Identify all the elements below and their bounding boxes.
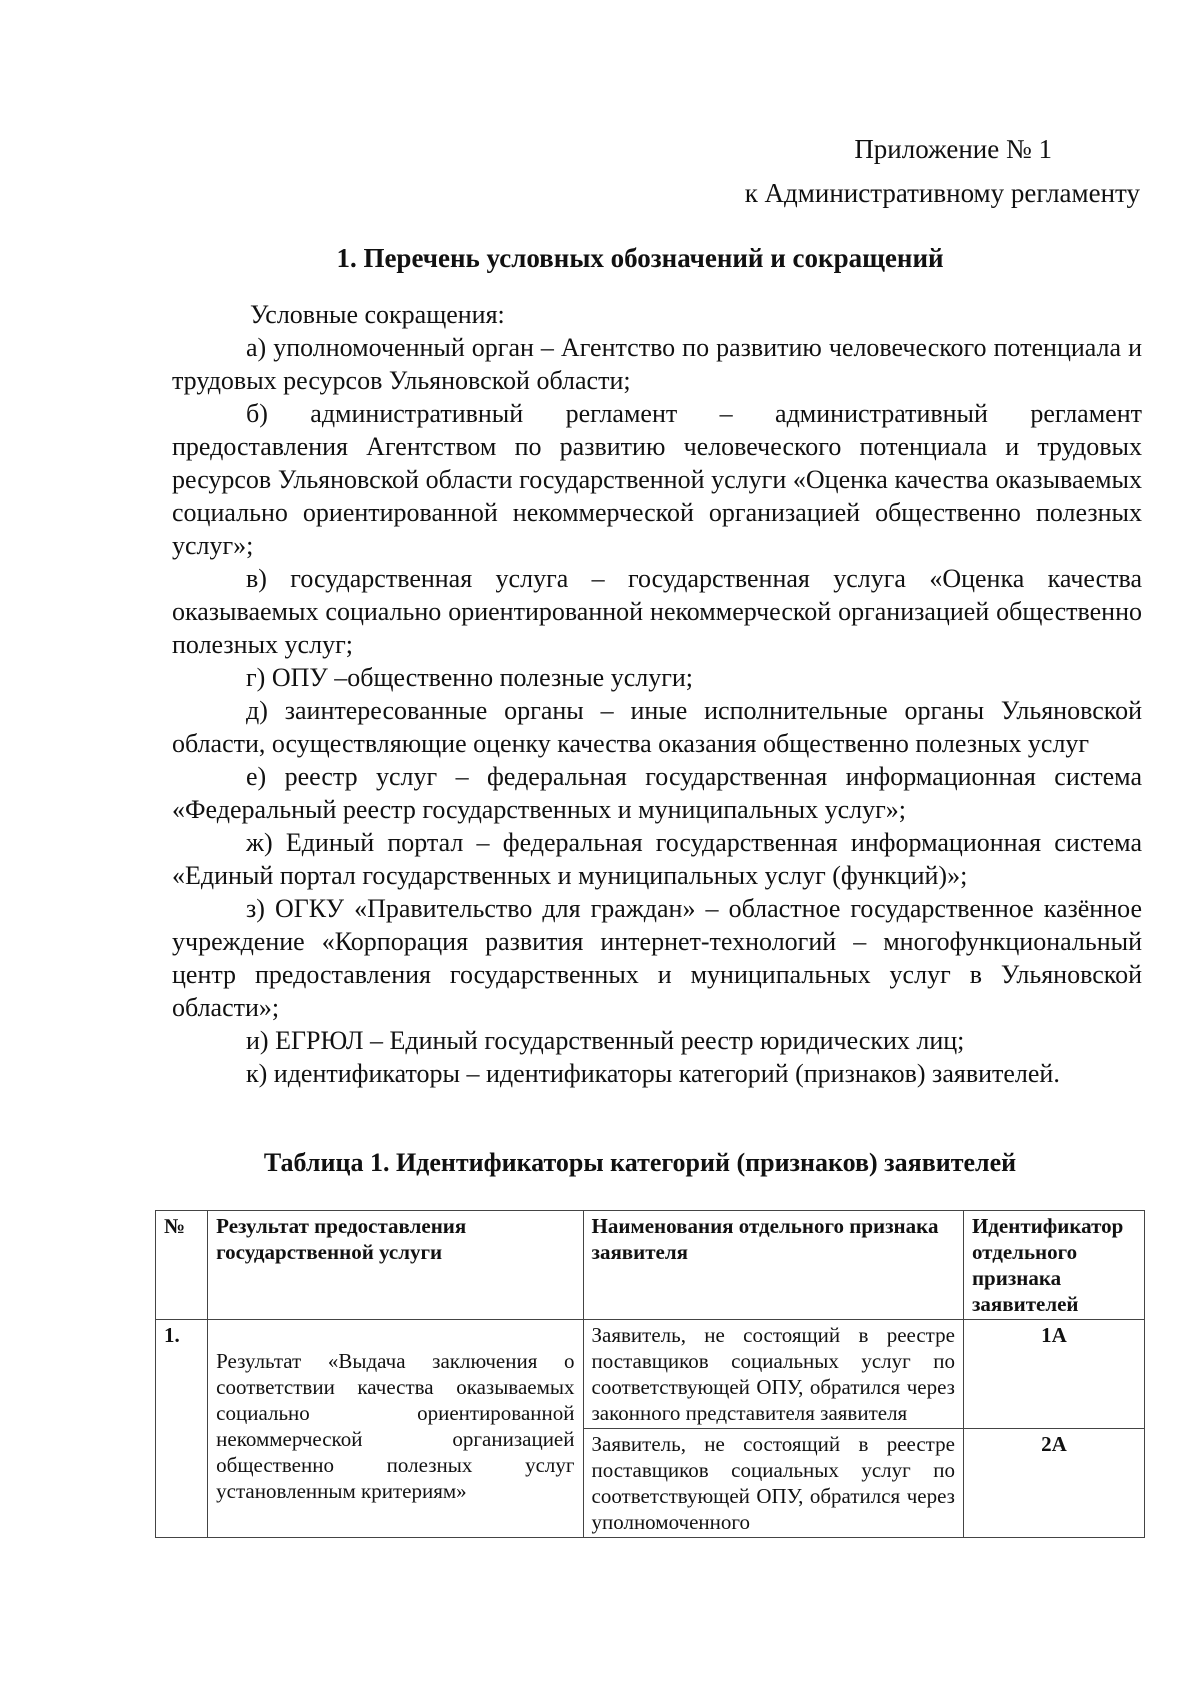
abbreviation-item: е) реестр услуг – федеральная государственная информационная система «Федеральный реестр государственных и муниципальных услуг»; [172, 762, 1142, 824]
abbreviation-item: в) государственная услуга – государственная услуга «Оценка качества оказываемых социально ориентированной некоммерческой организацией общественно полезных услуг; [172, 564, 1142, 659]
abbreviations-intro: Условные сокращения: [250, 300, 505, 329]
section-title: 1. Перечень условных обозначений и сокращений [336, 243, 944, 273]
appendix-reference: к Административному регламенту [744, 178, 1140, 208]
row-number: 1. [156, 1320, 208, 1538]
abbreviations-list [172, 298, 1142, 1090]
result-cell [208, 1320, 583, 1538]
abbreviation-item: г) ОПУ –общественно полезные услуги; [246, 663, 694, 692]
abbreviation-item: д) заинтересованные органы – иные исполнительные органы Ульяновской области, осуществляющие оценку качества оказания общественно полезных услуг [172, 696, 1142, 758]
identifiers-table [155, 1210, 1145, 1538]
abbreviation-item: ж) Единый портал – федеральная государственная информационная система «Единый портал государственных и муниципальных услуг (функций)»; [172, 828, 1142, 890]
attribute-name-cell: Заявитель, не состоящий в реестре поставщиков социальных услуг по соответствующей ОПУ, обратился через уполномоченного [583, 1429, 963, 1538]
identifier-cell: 2А [963, 1429, 1144, 1538]
table-header-row [156, 1211, 1145, 1320]
abbreviation-item: и) ЕГРЮЛ – Единый государственный реестр юридических лиц; [246, 1026, 965, 1055]
abbreviation-item: а) уполномоченный орган – Агентство по развитию человеческого потенциала и трудовых ресурсов Ульяновской области; [172, 333, 1142, 395]
result-text: Результат «Выдача заключения о соответствии качества оказываемых социально ориентированной некоммерческой организацией общественно полезных услуг установленным критериям» [216, 1349, 575, 1503]
appendix-number: Приложение № 1 [854, 134, 1052, 164]
abbreviation-item: к) идентификаторы – идентификаторы категорий (признаков) заявителей. [246, 1059, 1060, 1088]
header-number: № [156, 1211, 208, 1320]
identifier-cell: 1А [963, 1320, 1144, 1429]
header-identifier: Идентификатор отдельного признака заявителей [963, 1211, 1144, 1320]
abbreviation-item: з) ОГКУ «Правительство для граждан» – областное государственное казённое учреждение «Корпорация развития интернет-технологий – многофункциональный центр предоставления государственных и муниципальных услуг в Ульяновской области»; [172, 894, 1142, 1022]
header-attribute-name: Наименования отдельного признака заявителя [583, 1211, 963, 1320]
table-row [156, 1320, 1145, 1429]
attribute-name-cell: Заявитель, не состоящий в реестре поставщиков социальных услуг по соответствующей ОПУ, обратился через законного представителя заявителя [583, 1320, 963, 1429]
abbreviation-item: б) административный регламент – административный регламент предоставления Агентством по развитию человеческого потенциала и трудовых ресурсов Ульяновской области государственной услуги «Оценка качества оказываемых социально ориентированной некоммерческой организацией общественно полезных услуг»; [172, 399, 1142, 560]
table-title: Таблица 1. Идентификаторы категорий (признаков) заявителей [263, 1148, 1017, 1177]
header-result: Результат предоставления государственной услуги [208, 1211, 583, 1320]
